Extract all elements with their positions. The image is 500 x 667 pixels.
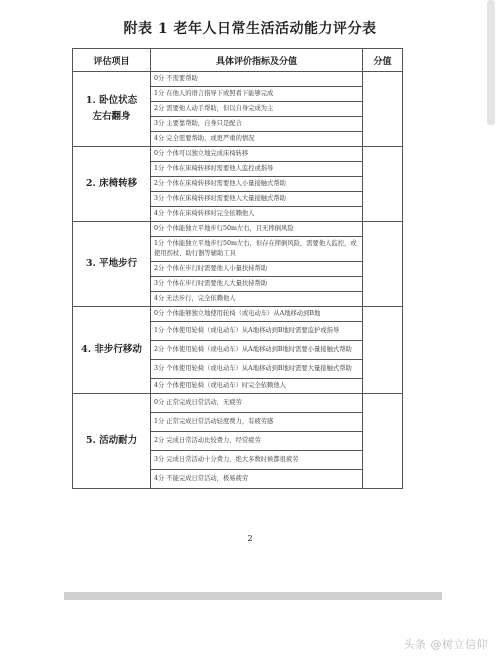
category-5-name: 5. 活动耐力: [85, 435, 138, 446]
table-row: [73, 307, 403, 322]
header-criteria: 具体评价指标及分值: [151, 49, 363, 72]
criteria-cell: 1分 个体能独立平地步行50m左右，但存在摔倒风险，需要他人监控，或使用拐杖、助行器等辅助工具: [151, 237, 363, 262]
category-1-cell: [73, 72, 151, 147]
table-header-row: [73, 49, 403, 72]
table-row: [73, 147, 403, 162]
table-row: [73, 222, 403, 237]
criteria-cell: 4分 个体在床椅转移时完全依赖他人: [151, 207, 363, 222]
category-3-name: 3. 平地步行: [85, 258, 138, 269]
category-5-cell: [73, 394, 151, 489]
criteria-cell: 1分 正常完成日常活动轻度费力，有疲劳感: [151, 413, 363, 432]
criteria-cell: 3分 个体在步行时需要他人大量扶持帮助: [151, 277, 363, 292]
score-table: [72, 48, 403, 489]
criteria-cell: 0分 个体能独立平地步行50m左右，且无摔倒风险: [151, 222, 363, 237]
criteria-cell: 2分 个体在床椅转移时需要他人小量接触式帮助: [151, 177, 363, 192]
category-1-name-line2: 左右翻身: [92, 111, 131, 122]
criteria-cell: 2分 个体在步行时需要他人小量扶持帮助: [151, 262, 363, 277]
score-cell-1[interactable]: [363, 72, 403, 147]
category-3-cell: [73, 222, 151, 307]
category-2-cell: [73, 147, 151, 222]
criteria-cell: 2分 个体使用轮椅（或电动车）从A地移动到B地时需要小量接触式帮助: [151, 341, 363, 360]
criteria-cell: 4分 个体使用轮椅（或电动车）时完全依赖他人: [151, 379, 363, 394]
criteria-cell: 3分 个体在床椅转移时需要他人大量接触式帮助: [151, 192, 363, 207]
category-1-name: 1. 卧位状态: [85, 95, 138, 106]
header-score: 分值: [363, 49, 403, 72]
category-4-cell: [73, 307, 151, 394]
category-4-name: 4. 非步行移动: [81, 344, 142, 355]
page-divider: [64, 592, 442, 600]
criteria-cell: 0分 个体可以独立地完成床椅转移: [151, 147, 363, 162]
criteria-cell: 1分 个体在床椅转移时需要他人监控或指导: [151, 162, 363, 177]
document-title: 附表 1 老年人日常生活活动能力评分表: [123, 21, 377, 37]
score-cell-2[interactable]: [363, 147, 403, 222]
criteria-cell: 4分 不能完成日常活动，极易疲劳: [151, 470, 363, 489]
criteria-cell: 3分 个体使用轮椅（或电动车）从A地移动到B地时需要大量接触式帮助: [151, 360, 363, 379]
score-cell-5[interactable]: [363, 394, 403, 489]
criteria-cell: 1分 个体使用轮椅（或电动车）从A地移动到B地时需要监护或指导: [151, 322, 363, 341]
score-table-container: [72, 48, 402, 489]
criteria-cell: 3分 完成日常活动十分费力，绝大多数时候都很疲劳: [151, 451, 363, 470]
criteria-cell: 0分 个体能够独立地使用轮椅（或电动车）从A地移动到B地: [151, 307, 363, 322]
criteria-cell: 4分 无法步行，完全依赖他人: [151, 292, 363, 307]
category-2-name: 2. 床椅转移: [85, 178, 138, 189]
table-row: [73, 72, 403, 87]
criteria-cell: 1分 在他人的语言指导下或照看下能够完成: [151, 87, 363, 102]
criteria-cell: 3分 主要靠帮助，自身只是配合: [151, 117, 363, 132]
criteria-cell: 0分 不需要帮助: [151, 72, 363, 87]
criteria-cell: 2分 完成日常活动比较费力，经常疲劳: [151, 432, 363, 451]
table-row: [73, 394, 403, 413]
criteria-cell: 2分 需要他人动手帮助，但以自身完成为主: [151, 102, 363, 117]
criteria-cell: 0分 正常完成日常活动，无疲劳: [151, 394, 363, 413]
header-item: 评估项目: [73, 49, 151, 72]
criteria-cell: 4分 完全需要帮助，或更严重的情况: [151, 132, 363, 147]
score-cell-4[interactable]: [363, 307, 403, 394]
watermark-text: 头条 @树立信仰: [403, 638, 488, 651]
page-number: 2: [247, 534, 253, 543]
score-cell-3[interactable]: [363, 222, 403, 307]
